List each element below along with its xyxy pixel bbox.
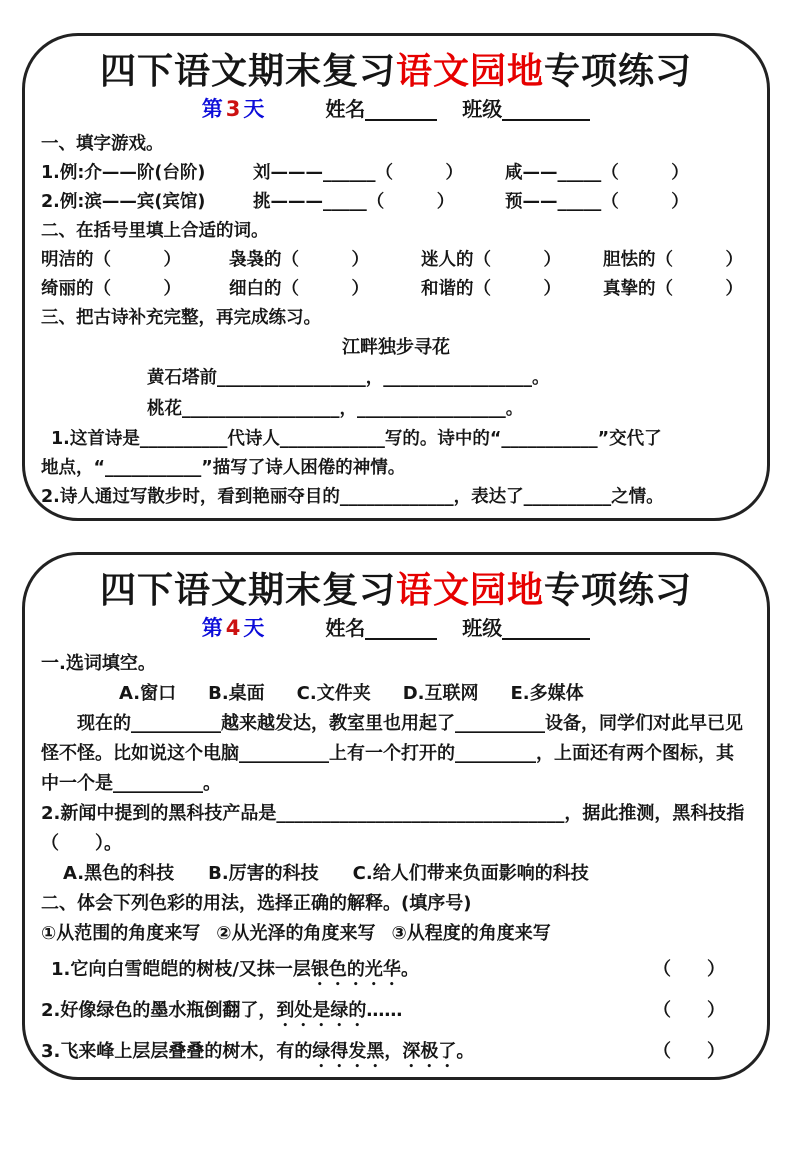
- item-plain-segment: 1.它向白雪皑皑的树枝/又抹一层: [51, 959, 311, 980]
- day-suffix: 天: [243, 97, 265, 121]
- card1-section3-heading: 三、把古诗补充完整，再完成练习。: [41, 308, 321, 328]
- card1-section2-heading: 二、在括号里填上合适的词。: [41, 221, 269, 241]
- item-text: [51, 955, 419, 990]
- word-bank-option: C.文件夹: [296, 683, 371, 704]
- day-number: 4: [225, 616, 241, 640]
- card1-section2-row2: [41, 275, 751, 304]
- item-emphasized-segment: 银色的光华: [310, 959, 401, 980]
- question2-line1: 2.新闻中提到的黑科技产品是________________________________，据此推测，黑科技指: [41, 803, 745, 824]
- word-bank-row: [119, 679, 751, 709]
- card1-title-post: 专项练习: [544, 50, 693, 92]
- word-bracket-cell: 袅袅的（ ）: [229, 250, 369, 270]
- card2-name-field: [325, 616, 437, 640]
- color-usage-item-2: [41, 996, 751, 1031]
- fill-blank-cell: 挑———_____（ ）: [253, 192, 455, 212]
- word-bracket-cell: 胆怯的（ ）: [603, 250, 743, 270]
- name-blank: [365, 618, 437, 640]
- choice-option: A.黑色的科技: [63, 863, 175, 884]
- word-bank-option: A.窗口: [119, 683, 177, 704]
- word-bank-option: D.互联网: [402, 683, 479, 704]
- day-prefix: 第: [201, 616, 223, 640]
- item-plain-segment: 2.好像绿色的墨水瓶倒翻了，: [41, 1000, 277, 1021]
- card1-section1-row2: [41, 188, 751, 217]
- day-suffix: 天: [243, 616, 265, 640]
- worksheet-card-day3: [22, 33, 770, 521]
- item-plain-segment: ，: [384, 1041, 403, 1062]
- item-plain-segment: 。: [456, 1041, 475, 1062]
- word-bracket-cell: 真挚的（ ）: [603, 279, 743, 299]
- word-bracket-cell: 迷人的（ ）: [421, 250, 561, 270]
- poem-line-2: 桃花__________________，_________________。: [147, 399, 524, 419]
- card1-section1-row1: [41, 159, 751, 188]
- poem-line-1: 黄石塔前_________________，_________________。: [147, 368, 550, 388]
- question2-line2: （ ）。: [41, 833, 122, 854]
- name-label: 姓名: [325, 97, 366, 121]
- cloze-paragraph-line2: 怪不怪。比如说这个电脑__________上有一个打开的_________，上面还有两个图标，其: [41, 743, 734, 764]
- worksheet-card-day4: [22, 552, 770, 1080]
- card2-class-field: [462, 616, 590, 640]
- item-emphasized-segment: 绿得发黑: [312, 1041, 385, 1062]
- fill-blank-cell: 咸——_____（ ）: [505, 163, 689, 183]
- class-blank: [502, 99, 590, 121]
- answer-bracket: （ ）: [653, 959, 725, 980]
- word-bracket-cell: 绮丽的（ ）: [41, 279, 181, 299]
- item-text: [41, 1037, 474, 1072]
- hint-option: ①从范围的角度来写: [41, 923, 201, 944]
- card2-section2-heading: 二、体会下列色彩的用法，选择正确的解释。(填序号): [41, 893, 472, 914]
- card1-meta-row: [41, 94, 751, 124]
- item-plain-segment: 3.飞来峰上层层叠叠的树木，有的: [41, 1041, 313, 1062]
- card2-title-pre: 四下语文期末复习: [99, 569, 396, 611]
- card1-section2-row1: [41, 246, 751, 275]
- day-prefix: 第: [201, 97, 223, 121]
- card2-title: [41, 567, 751, 613]
- choice-option: B.厉害的科技: [208, 863, 319, 884]
- card1-title-highlight: 语文园地: [395, 50, 544, 92]
- item-text: [41, 996, 402, 1031]
- card2-meta-row: [41, 613, 751, 643]
- hint-option: ②从光泽的角度来写: [216, 923, 376, 944]
- class-label: 班级: [462, 97, 503, 121]
- poem-question2: 2.诗人通过写散步时，看到艳丽夺目的_____________，表达了__________之情。: [41, 487, 664, 507]
- card1-name-field: [325, 97, 437, 121]
- card1-day-label: [202, 97, 265, 121]
- class-label: 班级: [462, 616, 503, 640]
- numbered-hints-row: [41, 919, 751, 949]
- hint-option: ③从程度的角度来写: [391, 923, 551, 944]
- item-emphasized-segment: 到处是绿的: [276, 1000, 367, 1021]
- color-usage-item-1: [41, 955, 751, 990]
- word-bracket-cell: 细白的（ ）: [229, 279, 369, 299]
- word-bank-option: E.多媒体: [510, 683, 584, 704]
- word-bracket-cell: 明洁的（ ）: [41, 250, 181, 270]
- poem-question1-line2: 地点，“___________”描写了诗人困倦的神情。: [41, 458, 406, 478]
- poem-question1-line1: 1.这首诗是__________代诗人____________写的。诗中的“___________”交代了: [51, 429, 662, 449]
- card2-title-highlight: 语文园地: [395, 569, 544, 611]
- word-bracket-cell: 和谐的（ ）: [421, 279, 561, 299]
- item-plain-segment: ……: [366, 1000, 403, 1021]
- fill-blank-cell: 刘———______（ ）: [253, 163, 463, 183]
- class-blank: [502, 618, 590, 640]
- fill-example-cell: 2.例:滨——宾(宾馆): [41, 192, 206, 212]
- card2-title-post: 专项练习: [544, 569, 693, 611]
- color-usage-item-3: [41, 1037, 751, 1072]
- fill-blank-cell: 预——_____（ ）: [505, 192, 689, 212]
- name-blank: [365, 99, 437, 121]
- choice-option: C.给人们带来负面影响的科技: [352, 863, 589, 884]
- answer-bracket: （ ）: [653, 1041, 725, 1062]
- cloze-paragraph-line1: 现在的__________越来越发达，教室里也用起了__________设备，同学们对此早已见: [77, 713, 743, 734]
- answer-bracket: （ ）: [653, 1000, 725, 1021]
- cloze-paragraph-line3: 中一个是__________。: [41, 773, 221, 794]
- card1-class-field: [462, 97, 590, 121]
- card2-day-label: [202, 616, 265, 640]
- card1-title-pre: 四下语文期末复习: [99, 50, 396, 92]
- poem-title: 江畔独步寻花: [342, 337, 450, 358]
- item-plain-segment: 。: [400, 959, 419, 980]
- item-emphasized-segment: 深极了: [402, 1041, 457, 1062]
- card1-title: [41, 48, 751, 94]
- day-number: 3: [225, 97, 241, 121]
- fill-example-cell: 1.例:介——阶(台阶): [41, 163, 206, 183]
- question2-choices-row: [63, 859, 751, 889]
- card1-section1-heading: 一、填字游戏。: [41, 134, 164, 154]
- name-label: 姓名: [325, 616, 366, 640]
- card2-section1-heading: 一.选词填空。: [41, 653, 156, 674]
- word-bank-option: B.桌面: [208, 683, 265, 704]
